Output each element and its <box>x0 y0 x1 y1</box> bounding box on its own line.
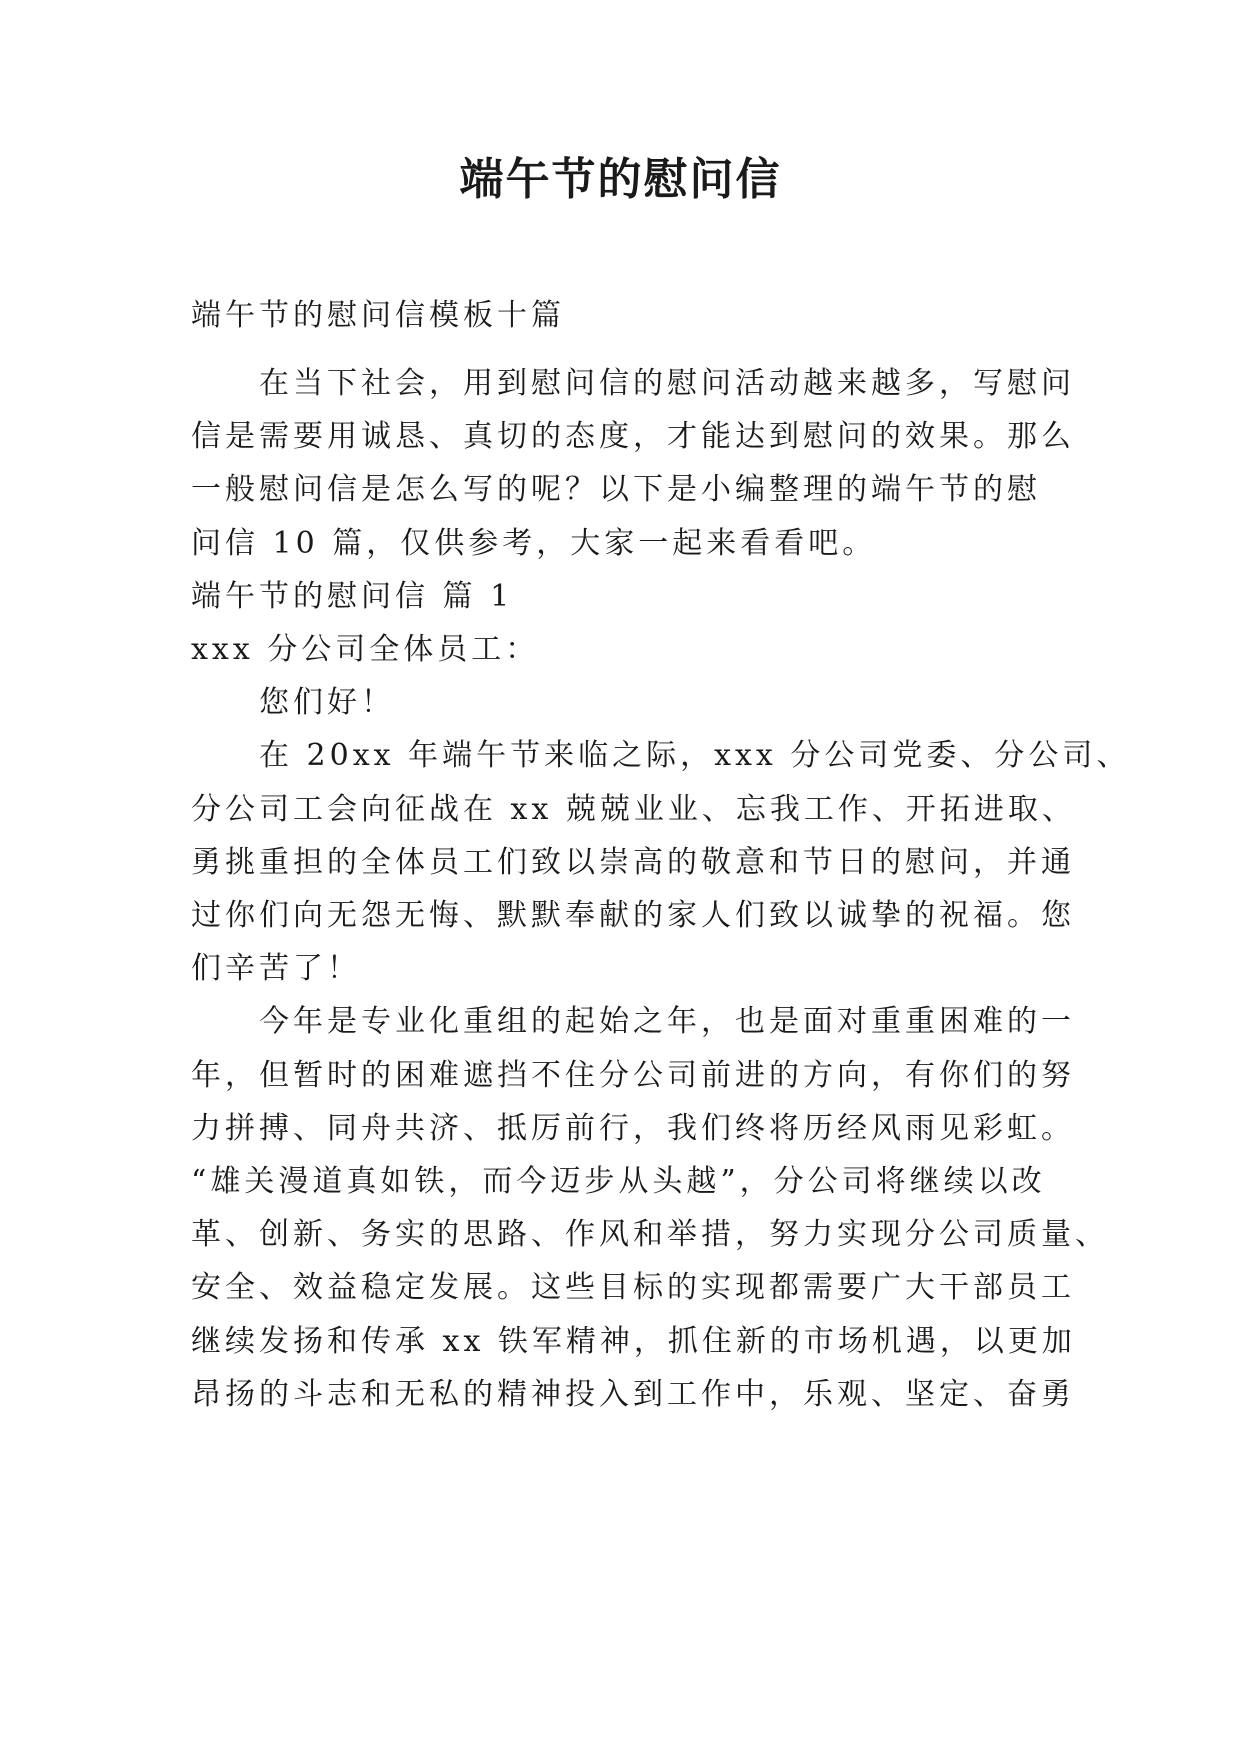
body-line: 一般慰问信是怎么写的呢？以下是小编整理的端午节的慰 <box>191 472 1041 507</box>
body-line: 昂扬的斗志和无私的精神投入到工作中，乐观、坚定、奋勇 <box>191 1377 1075 1412</box>
body-line: 信是需要用诚恳、真切的态度，才能达到慰问的效果。那么 <box>191 419 1075 454</box>
body-line: 过你们向无怨无悔、默默奉献的家人们致以诚挚的祝福。您 <box>191 898 1075 933</box>
body-line: 您们好！ <box>259 685 395 720</box>
body-line: 勇挑重担的全体员工们致以崇高的敬意和节日的慰问，并通 <box>191 845 1075 880</box>
body-line: 分公司工会向征战在 xx 兢兢业业、忘我工作、开拓进取、 <box>191 792 1076 827</box>
body-line: 年，但暂时的困难遮挡不住分公司前进的方向，有你们的努 <box>191 1058 1075 1093</box>
body-line: 在 20xx 年端午节来临之际，xxx 分公司党委、分公司、 <box>259 738 1131 773</box>
body-line: 端午节的慰问信 篇 1 <box>191 579 514 614</box>
body-line: xxx 分公司全体员工： <box>191 632 540 667</box>
body-line: 今年是专业化重组的起始之年，也是面对重重困难的一 <box>259 1004 1075 1039</box>
body-line: 安全、效益稳定发展。这些目标的实现都需要广大干部员工 <box>191 1270 1075 1305</box>
body-line: 在当下社会，用到慰问信的慰问活动越来越多，写慰问 <box>259 366 1075 401</box>
body-line: 继续发扬和传承 xx 铁军精神，抓住新的市场机遇，以更加 <box>191 1324 1076 1359</box>
body-line: 革、创新、务实的思路、作风和举措，努力实现分公司质量、 <box>191 1217 1109 1252</box>
body-line: 问信 10 篇，仅供参考，大家一起来看看吧。 <box>191 526 877 561</box>
body-line: “雄关漫道真如铁，而今迈步从头越”，分公司将继续以改 <box>191 1164 1046 1199</box>
body-line: 力拼搏、同舟共济、抵厉前行，我们终将历经风雨见彩虹。 <box>191 1111 1075 1146</box>
body-line: 们辛苦了！ <box>191 951 361 986</box>
document-title: 端午节的慰问信 <box>459 154 782 205</box>
document-subtitle: 端午节的慰问信模板十篇 <box>191 298 565 333</box>
